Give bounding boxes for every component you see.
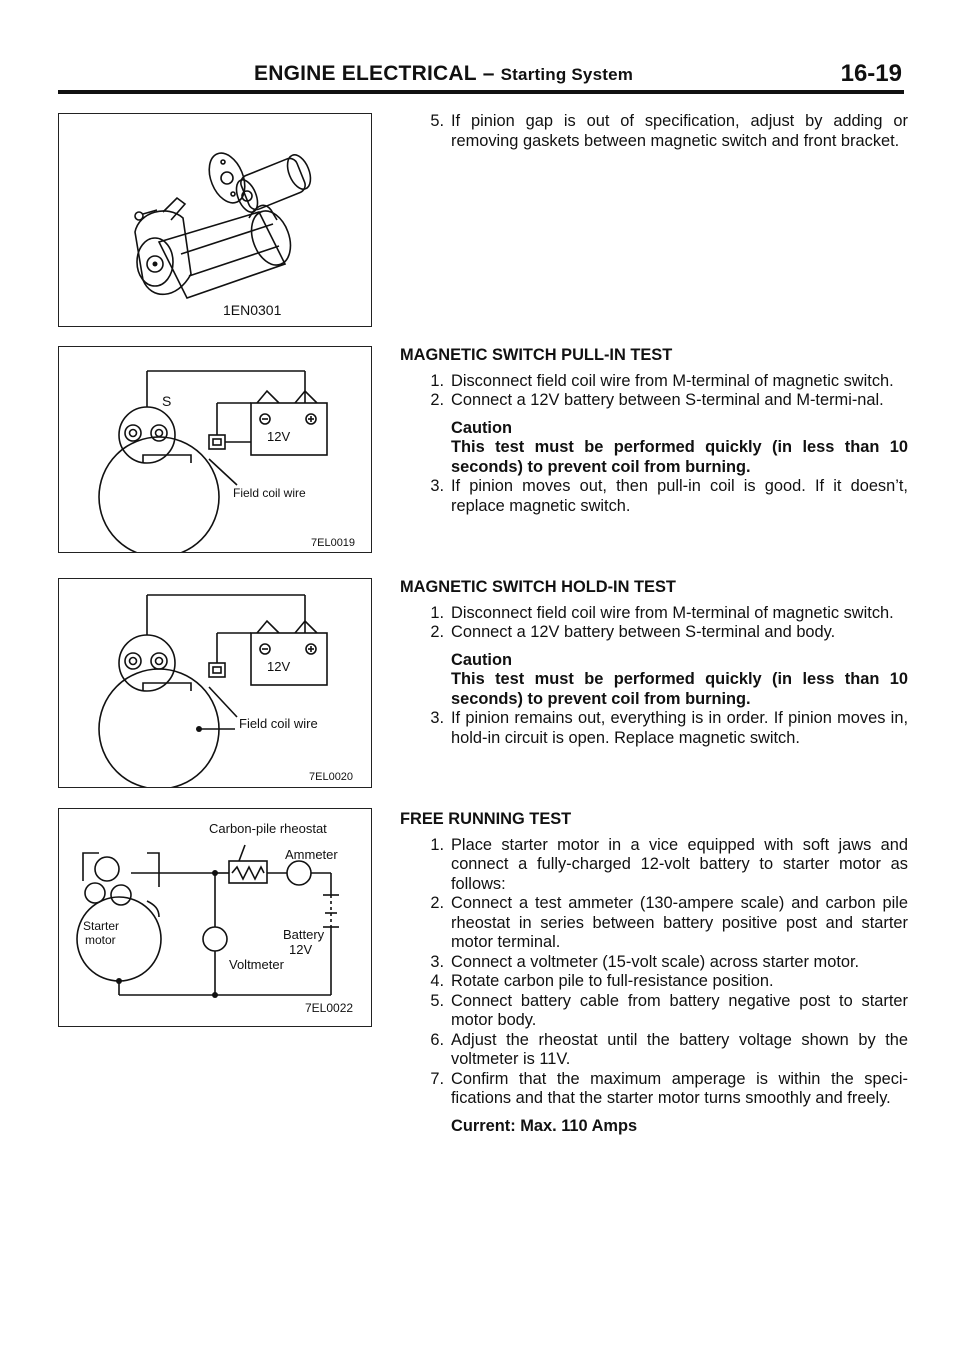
list-item [400, 604, 908, 624]
step-text: If pinion moves out, then pull-in coil is good. If it doesn’t, replace magnetic switch. [451, 477, 908, 515]
hold-in-test-section [400, 578, 908, 748]
step-text: Place starter motor in a vice equipped with soft jaws and connect a fully-charged 12-volt battery to starter motor as follows: [451, 835, 908, 893]
list-item [400, 1031, 908, 1070]
pull-in-wiring-diagram [59, 347, 371, 552]
ammeter-label: Ammeter [285, 847, 338, 862]
list-item [400, 391, 908, 411]
step-number: 5. [430, 991, 444, 1010]
free-running-wiring-diagram [59, 809, 371, 1026]
title-sub: Starting System [500, 65, 634, 84]
figure-free-running-test [58, 808, 372, 1027]
figure-code: 7EL0020 [309, 771, 354, 783]
step-text: Connect a test ammeter (130-ampere scale) and carbon pile rheostat in series between battery positive post and starter motor terminal. [451, 894, 908, 951]
figure-hold-in-test [58, 578, 372, 788]
figure-code: 7EL0019 [311, 537, 356, 549]
step-number: 3. [430, 477, 444, 495]
title-main: ENGINE ELECTRICAL [254, 62, 477, 85]
step-text: Disconnect field coil wire from M-terminal of magnetic switch. [451, 371, 894, 390]
list-item [400, 1070, 908, 1109]
step-text: Adjust the rheostat until the battery voltage shown by the voltmeter is 11V. [451, 1030, 908, 1068]
battery-voltage-label: 12V [267, 659, 291, 674]
step-text: Connect a 12V battery between S-terminal and M-termi-nal. [451, 391, 884, 409]
page-header [58, 52, 904, 94]
step-number: 7. [430, 1069, 444, 1088]
list-item [400, 623, 908, 643]
list-item [400, 972, 908, 992]
section-title: FREE RUNNING TEST [400, 810, 572, 828]
caution-text: This test must be performed quickly (in less than 10 seconds) to prevent coil from burning. [451, 438, 908, 476]
starter-exploded-illustration [59, 114, 371, 326]
step-text: Connect battery cable from battery negative post to starter motor body. [451, 991, 908, 1029]
list-item [400, 836, 908, 895]
step-text: If pinion remains out, everything is in order. If pinion moves in, hold-in circuit is open. Replace magnetic switch. [451, 709, 908, 747]
step-text: Connect a voltmeter (15-volt scale) across starter motor. [451, 952, 860, 971]
field-coil-wire-label: Field coil wire [239, 716, 318, 731]
step-number: 1. [430, 835, 444, 854]
step-number: 4. [430, 972, 444, 990]
step-text: Disconnect field coil wire from M-terminal of magnetic switch. [451, 603, 894, 622]
step-number: 1. [430, 371, 444, 390]
battery-label: Battery [283, 927, 325, 942]
free-running-test-section [400, 810, 908, 1136]
list-item [400, 709, 908, 748]
caution-heading: Caution [451, 650, 513, 669]
pull-in-test-section [400, 346, 908, 516]
figure-code: 1EN0301 [223, 302, 282, 318]
step-text: Connect a 12V battery between S-terminal and body. [451, 623, 836, 641]
list-item [400, 953, 908, 973]
caution-heading: Caution [451, 418, 513, 437]
field-coil-wire-label: Field coil wire [233, 486, 306, 500]
current-spec: Current: Max. 110 Amps [451, 1116, 638, 1135]
step-number: 5. [430, 112, 444, 130]
step-number: 1. [430, 603, 444, 622]
starter-motor-label-line2: motor [85, 933, 116, 947]
pinion-gap-adjust-section [400, 112, 908, 151]
battery-voltage-label: 12V [289, 942, 313, 957]
header-rule [58, 90, 904, 94]
figure-starter-exploded [58, 113, 372, 327]
rheostat-label: Carbon-pile rheostat [209, 821, 327, 836]
step-text: If pinion gap is out of specification, adjust by adding or removing gaskets between magnetic switch and front bracket. [451, 112, 908, 150]
section-title: MAGNETIC SWITCH PULL-IN TEST [400, 346, 673, 364]
step-number: 2. [430, 391, 444, 409]
battery-voltage-label: 12V [267, 429, 291, 444]
list-item [400, 894, 908, 953]
figure-pull-in-test [58, 346, 372, 553]
page-number: 16-19 [840, 60, 902, 87]
section-title: MAGNETIC SWITCH HOLD-IN TEST [400, 578, 676, 596]
step-number: 3. [430, 709, 444, 727]
step-text: Rotate carbon pile to full-resistance position. [451, 972, 774, 990]
list-item [400, 477, 908, 516]
step-number: 6. [430, 1030, 444, 1049]
figure-code: 7EL0022 [305, 1001, 354, 1015]
starter-motor-label-line1: Starter [83, 919, 120, 933]
step-number: 2. [430, 894, 444, 912]
step-number: 2. [430, 623, 444, 641]
title-dash: – [482, 62, 495, 85]
page-title [254, 62, 633, 86]
voltmeter-label: Voltmeter [229, 957, 284, 972]
s-terminal-label: S [162, 393, 172, 409]
caution-text: This test must be performed quickly (in less than 10 seconds) to prevent coil from burning. [451, 670, 908, 708]
list-item [400, 112, 908, 151]
list-item [400, 372, 908, 392]
step-text: Confirm that the maximum amperage is within the speci-fications and that the starter motor turns smoothly and freely. [451, 1069, 908, 1107]
list-item [400, 992, 908, 1031]
hold-in-wiring-diagram [59, 579, 371, 787]
step-number: 3. [430, 952, 444, 971]
